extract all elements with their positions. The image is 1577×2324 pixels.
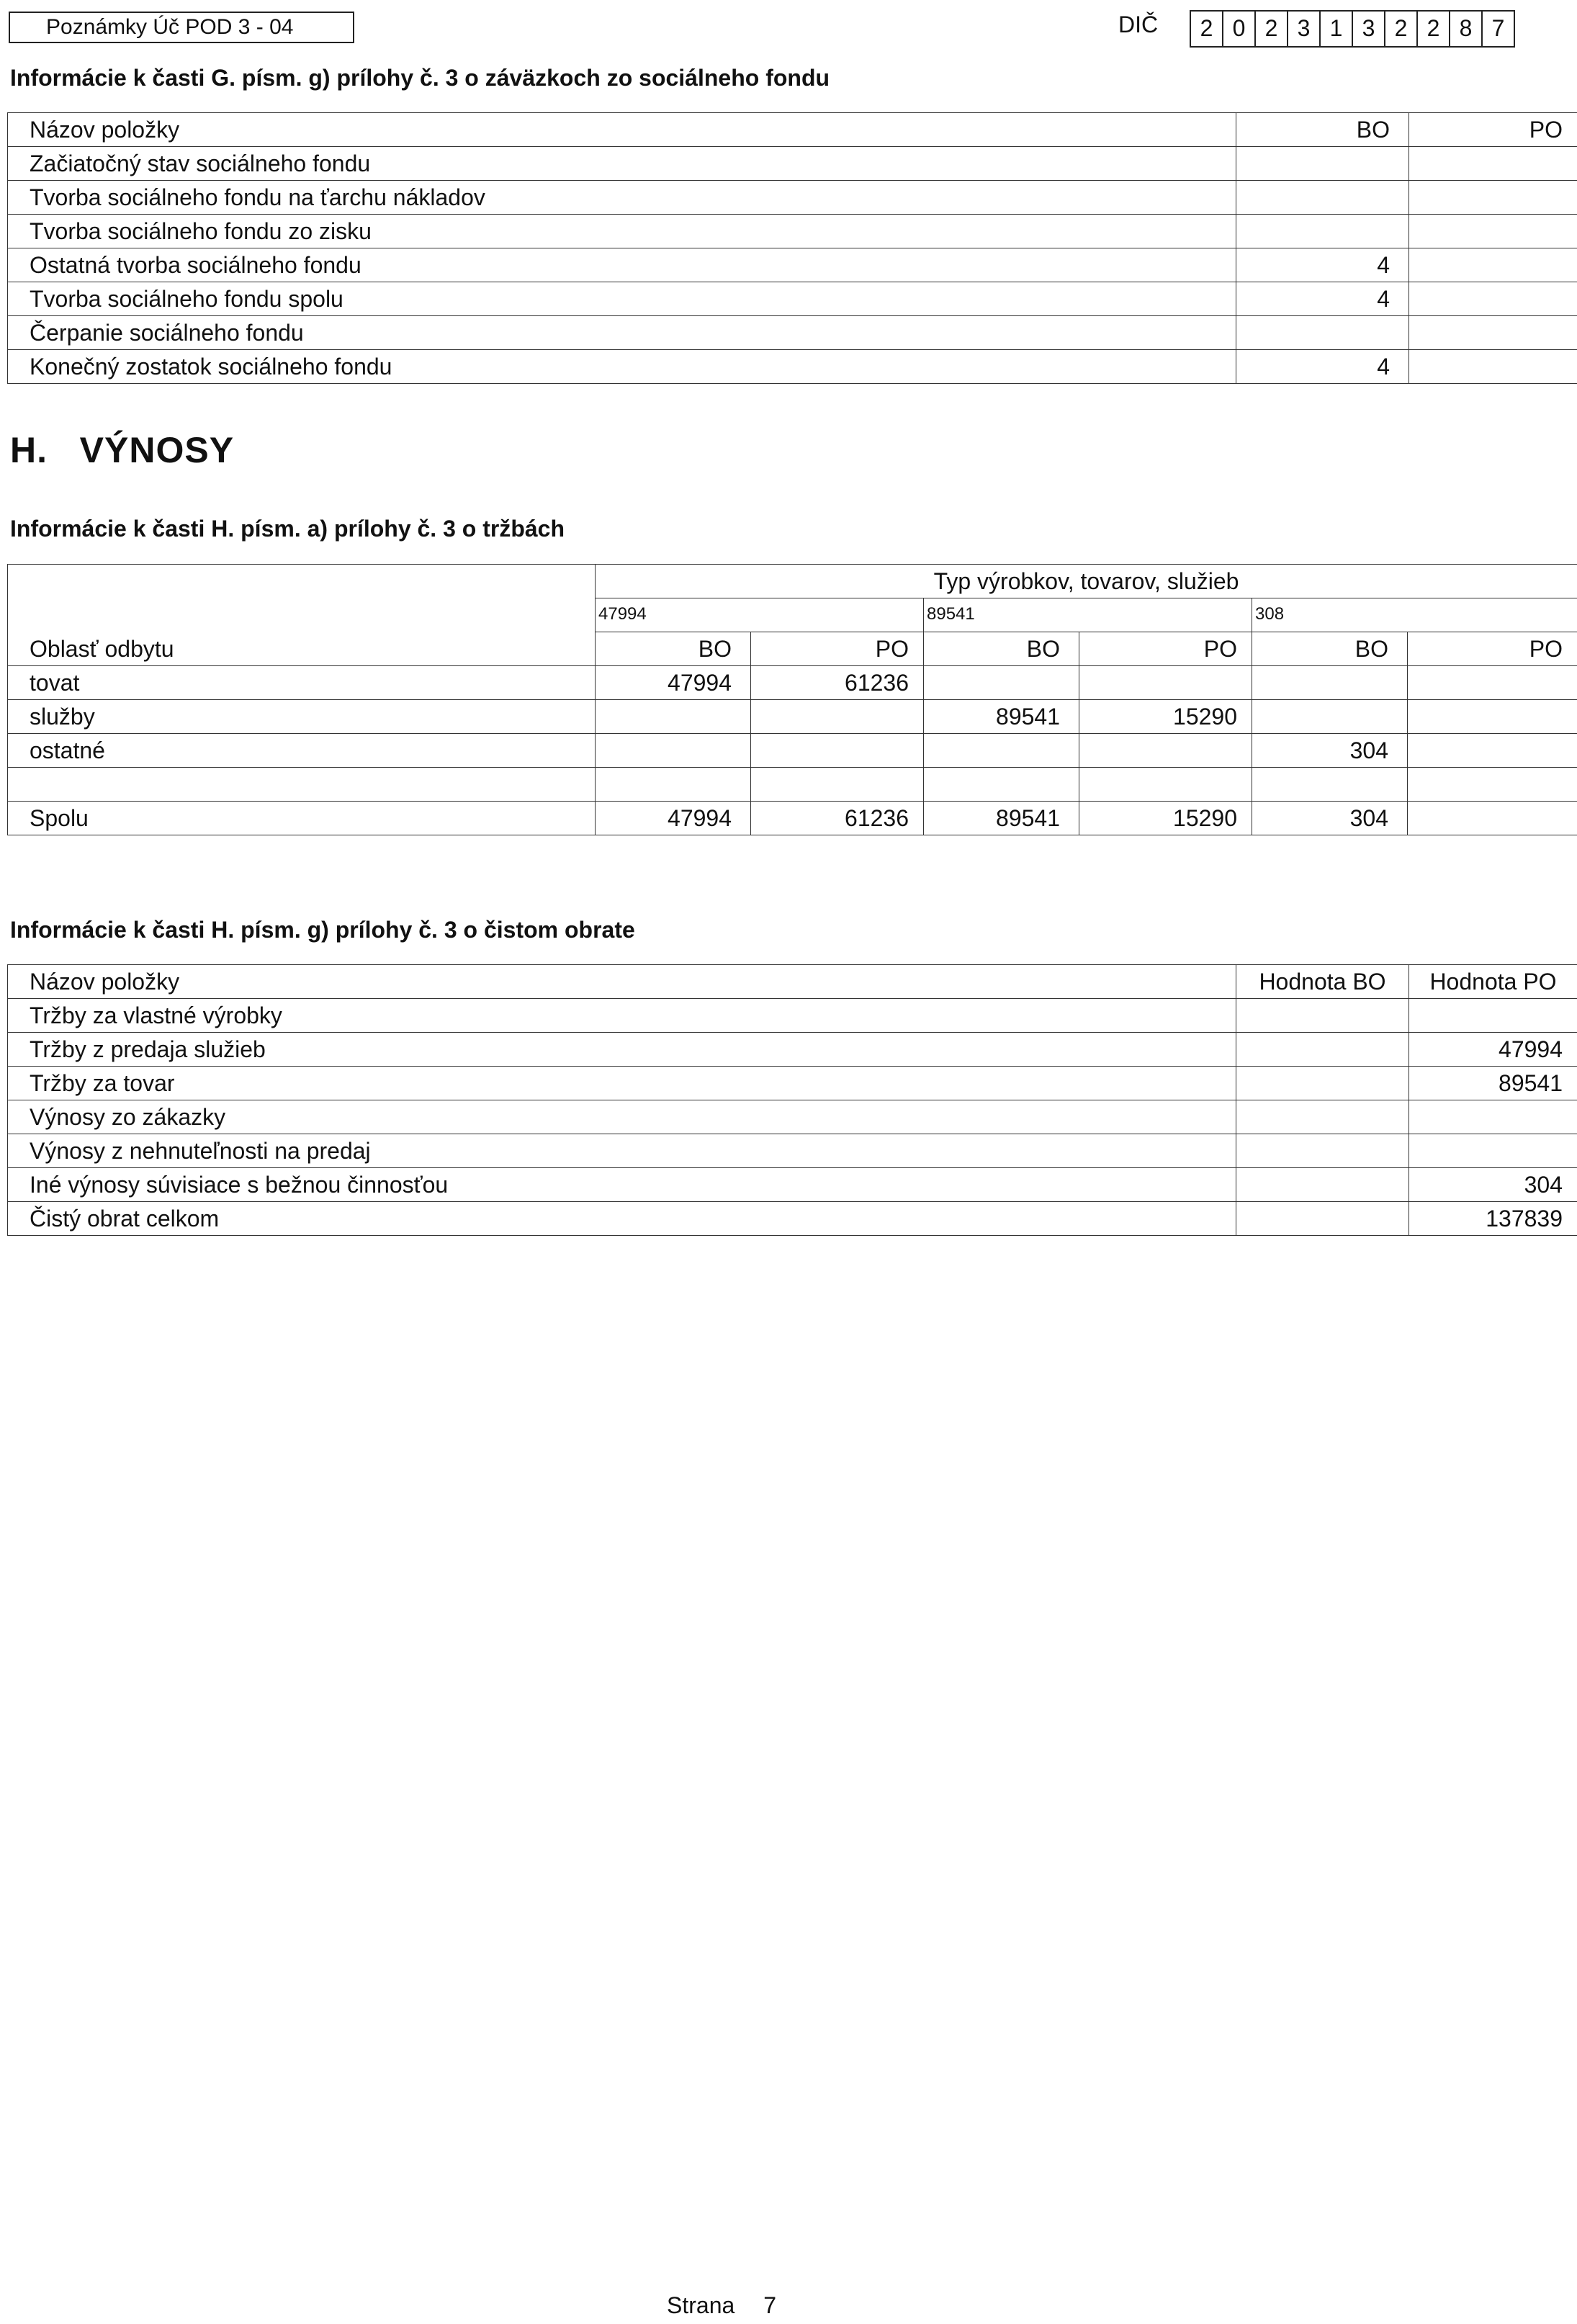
po-value	[1409, 1134, 1577, 1168]
cell-value	[1408, 666, 1577, 700]
cell-value: 304	[1252, 734, 1408, 768]
row-label: tovat	[8, 666, 596, 700]
row-label: Tvorba sociálneho fondu spolu	[8, 282, 1236, 316]
dic-digit: 2	[1384, 12, 1416, 46]
po-value	[1409, 181, 1577, 215]
table-row	[8, 1168, 1577, 1202]
row-label: Tržby z predaja služieb	[8, 1033, 1236, 1067]
cell-value: 47994	[596, 802, 751, 835]
po-value	[1409, 999, 1577, 1033]
type-code: 308	[1252, 598, 1577, 632]
cell-value: 61236	[751, 802, 924, 835]
dic-digit: 2	[1254, 12, 1287, 46]
row-label: služby	[8, 700, 596, 734]
cell-value	[1079, 734, 1252, 768]
cell-value: 61236	[751, 666, 924, 700]
dic-label: DIČ	[1118, 12, 1159, 37]
po-value	[1409, 147, 1577, 181]
row-label: Ostatná tvorba sociálneho fondu	[8, 248, 1236, 282]
cell-value	[1408, 768, 1577, 802]
po-value	[1409, 350, 1577, 384]
revenue-table	[7, 564, 1577, 835]
cell-value: 15290	[1079, 802, 1252, 835]
cell-value	[1079, 768, 1252, 802]
bo-value	[1236, 1168, 1409, 1202]
bo-header: BO	[1252, 632, 1408, 666]
section-heading: H. VÝNOSY	[10, 430, 235, 470]
dic-digit: 3	[1352, 12, 1384, 46]
cell-value	[1408, 700, 1577, 734]
table-row	[8, 1202, 1577, 1236]
bo-value: 4	[1236, 248, 1409, 282]
table-header-row	[8, 113, 1577, 147]
bo-value: 4	[1236, 350, 1409, 384]
type-code: 47994	[596, 598, 924, 632]
page-footer	[667, 2292, 776, 2319]
column-header: Hodnota BO	[1236, 965, 1409, 999]
bo-value	[1236, 1134, 1409, 1168]
po-value	[1409, 282, 1577, 316]
row-label: Čerpanie sociálneho fondu	[8, 316, 1236, 350]
table-row	[8, 768, 1577, 802]
type-code: 89541	[924, 598, 1252, 632]
cell-value	[924, 768, 1079, 802]
table-row	[8, 734, 1577, 768]
bo-value	[1236, 999, 1409, 1033]
cell-value	[751, 734, 924, 768]
cell-value	[596, 768, 751, 802]
table-row	[8, 282, 1577, 316]
po-value: 137839	[1409, 1202, 1577, 1236]
dic-digit: 0	[1222, 12, 1254, 46]
table-row	[8, 248, 1577, 282]
cell-value: 89541	[924, 700, 1079, 734]
cell-value: 304	[1252, 802, 1408, 835]
dic-digit: 2	[1190, 12, 1222, 46]
column-header: BO	[1236, 113, 1409, 147]
row-label: Tržby za tovar	[8, 1067, 1236, 1100]
po-value: 304	[1409, 1168, 1577, 1202]
row-label: Tvorba sociálneho fondu zo zisku	[8, 215, 1236, 248]
bo-value	[1236, 1100, 1409, 1134]
cell-value	[1408, 734, 1577, 768]
row-label: Výnosy z nehnuteľnosti na predaj	[8, 1134, 1236, 1168]
type-header: Typ výrobkov, tovarov, služieb	[596, 565, 1577, 598]
row-label: Iné výnosy súvisiace s bežnou činnosťou	[8, 1168, 1236, 1202]
po-value: 47994	[1409, 1033, 1577, 1067]
cell-value	[596, 700, 751, 734]
revenue-title: Informácie k časti H. písm. a) prílohy č. 3 o tržbách	[10, 516, 565, 542]
cell-value	[924, 666, 1079, 700]
dic-digit: 7	[1481, 12, 1514, 46]
cell-value	[924, 734, 1079, 768]
column-header: Hodnota PO	[1409, 965, 1577, 999]
page-number: 7	[763, 2292, 777, 2318]
cell-value	[751, 700, 924, 734]
cell-value	[1252, 700, 1408, 734]
po-header: PO	[751, 632, 924, 666]
social-fund-table	[7, 112, 1577, 384]
row-label: Začiatočný stav sociálneho fondu	[8, 147, 1236, 181]
cell-value: 15290	[1079, 700, 1252, 734]
cell-value	[596, 734, 751, 768]
table-row	[8, 1100, 1577, 1134]
bo-value	[1236, 181, 1409, 215]
table-header-row	[8, 965, 1577, 999]
social-fund-title: Informácie k časti G. písm. g) prílohy č. 3 o záväzkoch zo sociálneho fondu	[10, 65, 830, 91]
dic-digit: 3	[1287, 12, 1319, 46]
table-row	[8, 1067, 1577, 1100]
table-row	[8, 181, 1577, 215]
cell-value	[1252, 666, 1408, 700]
row-label: Výnosy zo zákazky	[8, 1100, 1236, 1134]
net-turnover-table	[7, 964, 1577, 1236]
po-value	[1409, 215, 1577, 248]
bo-value	[1236, 1202, 1409, 1236]
row-label: Konečný zostatok sociálneho fondu	[8, 350, 1236, 384]
dic-number	[1190, 10, 1515, 48]
table-row	[8, 1033, 1577, 1067]
bo-header: BO	[924, 632, 1079, 666]
cell-value	[1408, 802, 1577, 835]
bo-header: BO	[596, 632, 751, 666]
column-header: Názov položky	[8, 113, 1236, 147]
po-value	[1409, 1100, 1577, 1134]
cell-value	[1079, 666, 1252, 700]
table-row	[8, 316, 1577, 350]
column-header: PO	[1409, 113, 1577, 147]
bo-value	[1236, 1067, 1409, 1100]
table-row	[8, 802, 1577, 835]
area-header: Oblasť odbytu	[8, 565, 596, 666]
page-label: Strana	[667, 2292, 735, 2318]
cell-value: 89541	[924, 802, 1079, 835]
table-row	[8, 215, 1577, 248]
po-value: 89541	[1409, 1067, 1577, 1100]
row-label	[8, 768, 596, 802]
cell-value	[1252, 768, 1408, 802]
row-label: Čistý obrat celkom	[8, 1202, 1236, 1236]
po-value	[1409, 248, 1577, 282]
po-value	[1409, 316, 1577, 350]
table-row	[8, 700, 1577, 734]
cell-value	[751, 768, 924, 802]
table-row	[8, 350, 1577, 384]
table-header-row	[8, 565, 1577, 598]
table-row	[8, 666, 1577, 700]
net-turnover-title: Informácie k časti H. písm. g) prílohy č. 3 o čistom obrate	[10, 917, 635, 943]
bo-value	[1236, 1033, 1409, 1067]
dic-digit: 1	[1319, 12, 1352, 46]
bo-value: 4	[1236, 282, 1409, 316]
dic-digit: 2	[1416, 12, 1449, 46]
row-label: ostatné	[8, 734, 596, 768]
table-row	[8, 999, 1577, 1033]
form-label: Poznámky Úč POD 3 - 04	[9, 12, 354, 43]
bo-value	[1236, 215, 1409, 248]
row-label: Spolu	[8, 802, 596, 835]
row-label: Tržby za vlastné výrobky	[8, 999, 1236, 1033]
row-label: Tvorba sociálneho fondu na ťarchu nákladov	[8, 181, 1236, 215]
cell-value: 47994	[596, 666, 751, 700]
dic-digit: 8	[1449, 12, 1481, 46]
bo-value	[1236, 147, 1409, 181]
po-header: PO	[1079, 632, 1252, 666]
column-header: Názov položky	[8, 965, 1236, 999]
table-row	[8, 147, 1577, 181]
bo-value	[1236, 316, 1409, 350]
po-header: PO	[1408, 632, 1577, 666]
table-row	[8, 1134, 1577, 1168]
